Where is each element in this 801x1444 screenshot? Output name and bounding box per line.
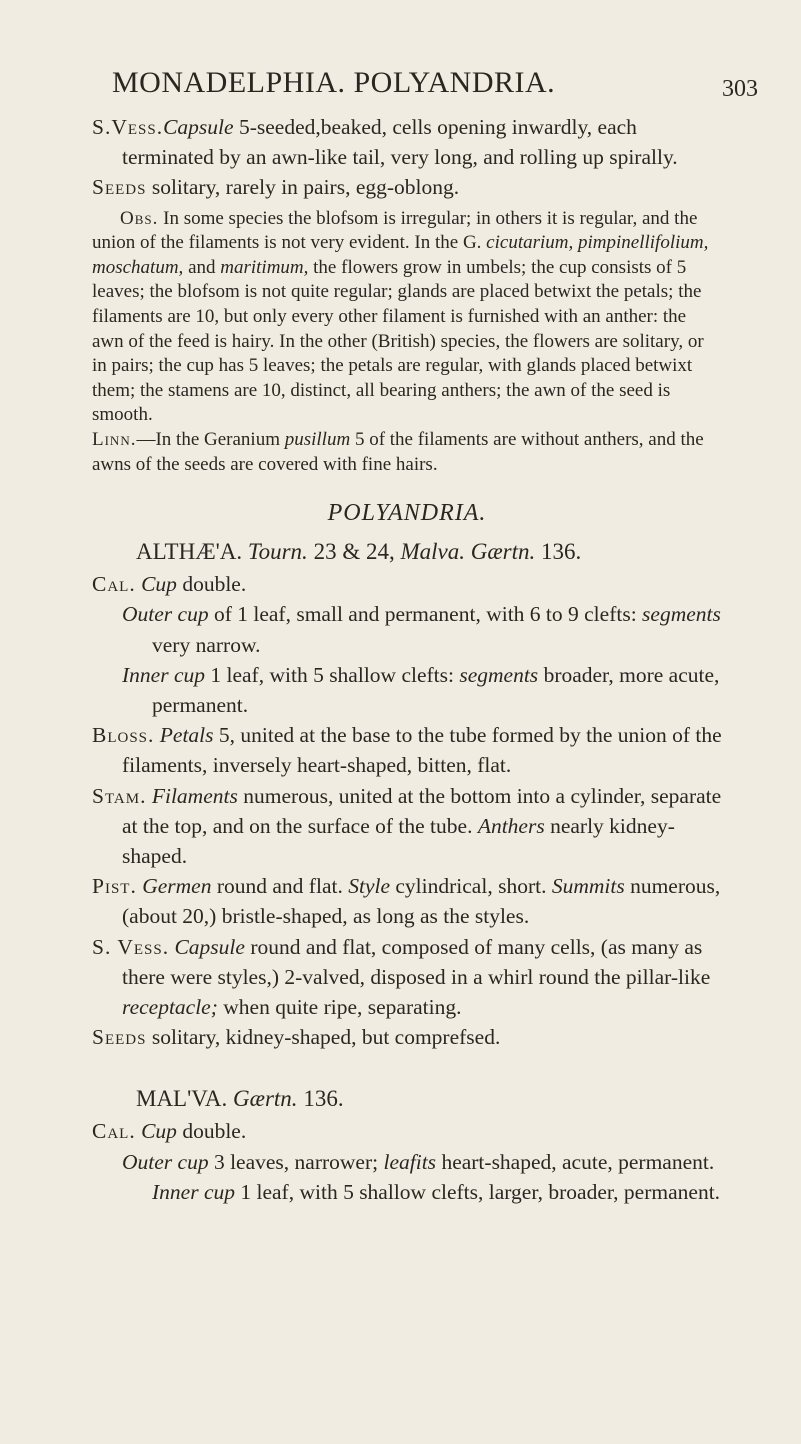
althaea-outer-text-1: of 1 leaf, small and permanent, with 6 to 9 clefts: [213,602,637,627]
althaea-pist-term-3: Summits [551,874,625,899]
linnaeus-note [92,428,722,477]
obs-text-1: In some species the blofsom is irregular; in others it is regular, and the union of the filaments is not very evident. In the G. [92,207,698,254]
althaea-ref-2: 23 & 24, [313,539,395,565]
althaea-outer-text-2: very narrow. [152,632,261,657]
malva-inner-text: 1 leaf, with 5 shallow clefts, larger, broader, permanent. [240,1179,721,1204]
althaea-outer-cup [92,599,722,659]
obs-species: cicutarium, pimpinellifolium, moschatum, [92,232,709,278]
althaea-stam-text-1: numerous, united at the bottom into a cylinder, separate at the top, and on the surface of the tube. [122,783,722,838]
althaea-vess-term-2: receptacle; [122,994,218,1019]
malva-cal-term: Cup [141,1119,177,1144]
althaea-inner-cup [92,660,722,720]
althaea-seeds-label: Seeds [92,1025,147,1050]
malva-outer-text-2: heart-shaped, acute, permanent. [441,1149,715,1174]
linn-text-1: —In the Geranium [136,428,280,450]
malva-cal-label: Cal. [92,1119,136,1144]
althaea-ref-1: Tourn. [247,539,308,565]
malva-genus-heading [92,1082,722,1116]
seeds-text: solitary, rarely in pairs, egg-oblong. [151,175,460,200]
althaea-cal-label: Cal. [92,572,136,597]
observation-note [92,207,722,428]
althaea-bloss-label: Bloss. [92,723,155,748]
althaea-inner-text-2: broader, more acute, permanent. [152,662,720,717]
althaea-cal-text: double. [182,572,247,597]
malva-outer-leafits: leafits [383,1149,437,1174]
althaea-outer-term: Outer cup [122,602,209,627]
althaea-blossom [92,720,722,780]
malva-outer-term: Outer cup [122,1149,209,1174]
althaea-vess-term: Capsule [174,934,245,959]
seeds-description [92,172,722,202]
althaea-stamens [92,781,722,872]
vessel-text: 5-seeded,beaked, cells opening inwardly, each terminated by an awn-like tail, very long, and rolling up spirally. [122,115,678,170]
althaea-outer-segments: segments [642,602,721,627]
malva-ref-1: Gærtn. [233,1086,298,1112]
malva-outer-text-1: 3 leaves, narrower; [213,1149,379,1174]
seeds-label: Seeds [92,175,147,200]
section-title: POLYANDRIA. [327,500,487,527]
althaea-pist-label: Pist. [92,874,137,899]
obs-label: Obs. [120,207,159,229]
althaea-bloss-text: 5, united at the base to the tube formed by the union of the filaments, inversely heart-shaped, bitten, flat. [122,723,722,778]
althaea-pist-text-2: cylindrical, short. [395,874,547,899]
vessel-label: S.Vess. [92,115,164,139]
linn-text-2: 5 of the filaments are without anthers, and the awns of the seeds are covered with fine hairs. [92,428,704,475]
linn-species: pusillum [284,428,351,450]
vessel-description [92,112,722,172]
linn-label: Linn. [92,428,137,450]
page-number: 303 [722,76,758,102]
malva-genus: MAL'VA. [136,1086,228,1112]
malva-cal-text: double. [182,1119,247,1144]
althaea-stam-term-2: Anthers [477,813,545,838]
running-header: MONADELPHIA. POLYANDRIA. [112,66,556,99]
althaea-cal-term: Cup [141,572,177,597]
althaea-seeds [92,1022,722,1052]
obs-and: and [188,256,216,278]
obs-species-2: maritimum, [220,256,309,278]
althaea-pist-text-1: round and flat. [216,874,343,899]
althaea-pist-term-2: Style [348,874,391,899]
althaea-bloss-term: Petals [159,723,214,748]
althaea-stam-term: Filaments [151,783,238,808]
althaea-vess-text-1: round and flat, composed of many cells, (as many as there were styles,) 2-valved, disposed in a whirl round the pillar-like [122,934,711,989]
althaea-inner-term: Inner cup [122,662,205,687]
althaea-pist-text-3: numerous, (about 20,) bristle-shaped, as long as the styles. [122,874,721,929]
page-body [92,112,722,1207]
obs-text-2: the flowers grow in umbels; the cup consists of 5 leaves; the blofsom is not quite regular; glands are placed betwixt the petals; the filaments are 10, but only every other filament is furnished with an anther: the awn of the feed is hairy. In the other (British) species, the flowers are solitary, or in pairs; the cup has 5 leaves; the petals are regular, with glands placed betwixt them; the stamens are 10, distinct, all bearing anthers; the awn of the seed is smooth. [92,256,704,426]
malva-cups [92,1147,722,1207]
althaea-inner-text-1: 1 leaf, with 5 shallow clefts: [210,662,454,687]
althaea-stam-label: Stam. [92,783,147,808]
spacer [92,1052,722,1082]
althaea-inner-segments: segments [459,662,539,687]
althaea-genus-heading [92,535,722,569]
althaea-vessel [92,932,722,1023]
althaea-vess-text-2: when quite ripe, separating. [223,994,462,1019]
althaea-ref-4: 136. [541,539,582,565]
vessel-term: Capsule [163,115,234,139]
malva-calyx [92,1116,722,1146]
althaea-stam-text-2: nearly kidney-shaped. [122,813,675,868]
althaea-pistil [92,871,722,931]
malva-inner-term: Inner cup [152,1179,235,1204]
malva-ref-2: 136. [303,1086,344,1112]
althaea-calyx [92,569,722,599]
althaea-pist-term: Germen [142,874,212,899]
althaea-seeds-text: solitary, kidney-shaped, but comprefsed. [151,1025,501,1050]
althaea-vess-label: S. Vess. [92,934,170,959]
althaea-genus: ALTHÆ'A. [136,539,243,565]
althaea-ref-3: Malva. Gærtn. [400,539,536,565]
